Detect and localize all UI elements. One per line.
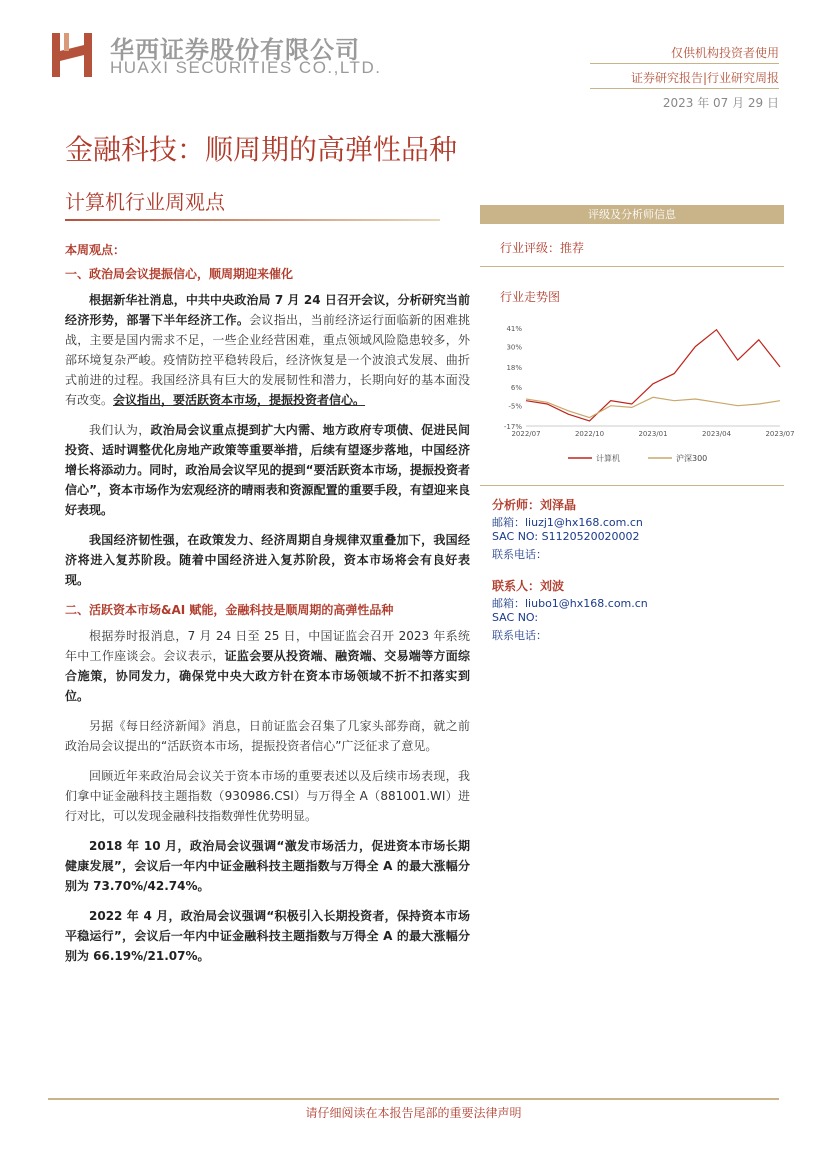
x-tick-label: 2022/10	[574, 430, 605, 438]
x-tick-label: 2022/07	[511, 430, 541, 438]
y-tick-label: 18%	[506, 363, 522, 372]
sidebar-box-title: 评级及分析师信息	[480, 205, 784, 224]
x-tick-label: 2023/07	[765, 430, 795, 438]
report-date: 2023 年 07 月 29 日	[662, 96, 779, 110]
paragraph-4: 根据券时报消息，7 月 24 日至 25 日，中国证监会召开 2023 年系统年中工作座谈会。会议表示，证监会要从投资端、融资端、交易端等方面综合施策，协同发力，确保党中央大政方针在资本市场领域不折不扣落实到位。	[65, 629, 470, 703]
y-tick-label: 30%	[506, 343, 522, 352]
series-line	[526, 330, 780, 421]
company-name-en: HUAXI SECURITIES CO.,LTD.	[110, 58, 382, 77]
rating-label: 行业评级：推荐	[500, 241, 585, 255]
contact-phone: 联系电话：	[492, 629, 547, 642]
footer-rule	[48, 1098, 779, 1100]
contact-sac: SAC NO:	[492, 611, 539, 624]
y-tick-label: -5%	[508, 402, 522, 411]
report-body	[65, 240, 470, 976]
legal-notice: 请仔细阅读在本报告尾部的重要法律声明	[305, 1106, 522, 1120]
analyst-email: 邮箱：liuzj1@hx168.com.cn	[492, 516, 643, 529]
contact-name: 联系人：刘波	[492, 579, 565, 593]
legend-label: 计算机	[596, 454, 620, 463]
x-tick-label: 2023/04	[701, 430, 732, 438]
contact-email: 邮箱：liubo1@hx168.com.cn	[492, 597, 648, 610]
key-points-heading: 本周观点：	[65, 243, 126, 257]
subtitle-rule	[65, 219, 440, 221]
sidebar-rule	[480, 485, 784, 486]
company-logo	[48, 31, 96, 79]
paragraph-8: 2022 年 4 月，政治局会议强调“积极引入长期投资者，保持资本市场平稳运行”，会议后一年内中证金融科技主题指数与万得全 A 的最大涨幅分别为 66.19%/21.07%。	[65, 909, 470, 963]
paragraph-5: 另据《每日经济新闻》消息，日前证监会召集了几家头部券商，就之前政治局会议提出的“活跃资本市场，提振投资者信心”广泛征求了意见。	[65, 719, 470, 753]
paragraph-1: 根据新华社消息，中共中央政治局 7 月 24 日召开会议，分析研究当前经济形势，部署下半年经济工作。会议指出，当前经济运行面临新的困难挑战，主要是国内需求不足，一些企业经营困难，重点领域风险隐患较多，外部环境复杂严峻。疫情防控平稳转段后，经济恢复是一个波浪式发展、曲折式前进的过程。我国经济具有巨大的发展韧性和潜力，长期向好的基本面没有改变。会议指出，要活跃资本市场，提振投资者信心。	[65, 293, 470, 407]
audience-note: 仅供机构投资者使用	[670, 46, 779, 60]
y-tick-label: 41%	[506, 325, 522, 333]
section-heading-2: 二、活跃资本市场&AI 赋能，金融科技是顺周期的高弹性品种	[65, 603, 394, 617]
header-rule	[590, 88, 779, 89]
section-heading-1: 一、政治局会议提振信心，顺周期迎来催化	[65, 267, 294, 281]
paragraph-6: 回顾近年来政治局会议关于资本市场的重要表述以及后续市场表现，我们拿中证金融科技主题指数（930986.CSI）与万得全 A（881001.WI）进行对比，可以发现金融科技指数弹性优势明显。	[65, 769, 470, 823]
chart-label: 行业走势图	[500, 290, 561, 304]
analyst-name: 分析师：刘泽晶	[492, 498, 577, 512]
industry-trend-chart	[498, 318, 795, 468]
paragraph-2: 我们认为，政治局会议重点提到扩大内需、地方政府专项债、促进民间投资、适时调整优化房地产政策等重要举措，后续有望逐步落地，中国经济增长将添动力。同时，政治局会议罕见的提到“要活跃资本市场，提振投资者信心”，资本市场作为宏观经济的晴雨表和资源配置的重要手段，有望迎来良好表现。	[65, 423, 470, 517]
header-rule	[590, 63, 779, 64]
sidebar-rule	[480, 266, 784, 267]
legend-label: 沪深300	[676, 454, 708, 463]
paragraph-3: 我国经济韧性强，在政策发力、经济周期自身规律双重叠加下，我国经济将进入复苏阶段。随着中国经济进入复苏阶段，资本市场将会有良好表现。	[65, 533, 470, 587]
paragraph-7: 2018 年 10 月，政治局会议强调“激发市场活力，促进资本市场长期健康发展”，会议后一年内中证金融科技主题指数与万得全 A 的最大涨幅分别为 73.70%/42.74%。	[65, 839, 470, 893]
y-tick-label: 6%	[510, 384, 522, 393]
report-type: 证券研究报告|行业研究周报	[630, 71, 779, 85]
series-line	[526, 397, 780, 417]
x-tick-label: 2023/01	[638, 430, 668, 438]
report-title: 金融科技：顺周期的高弹性品种	[65, 133, 458, 166]
analyst-sac: SAC NO: S1120520020002	[492, 530, 640, 543]
analyst-phone: 联系电话：	[492, 548, 547, 561]
y-tick-label: -17%	[503, 423, 522, 431]
report-subtitle: 计算机行业周观点	[65, 190, 225, 214]
company-name-cn: 华西证券股份有限公司	[110, 36, 360, 64]
